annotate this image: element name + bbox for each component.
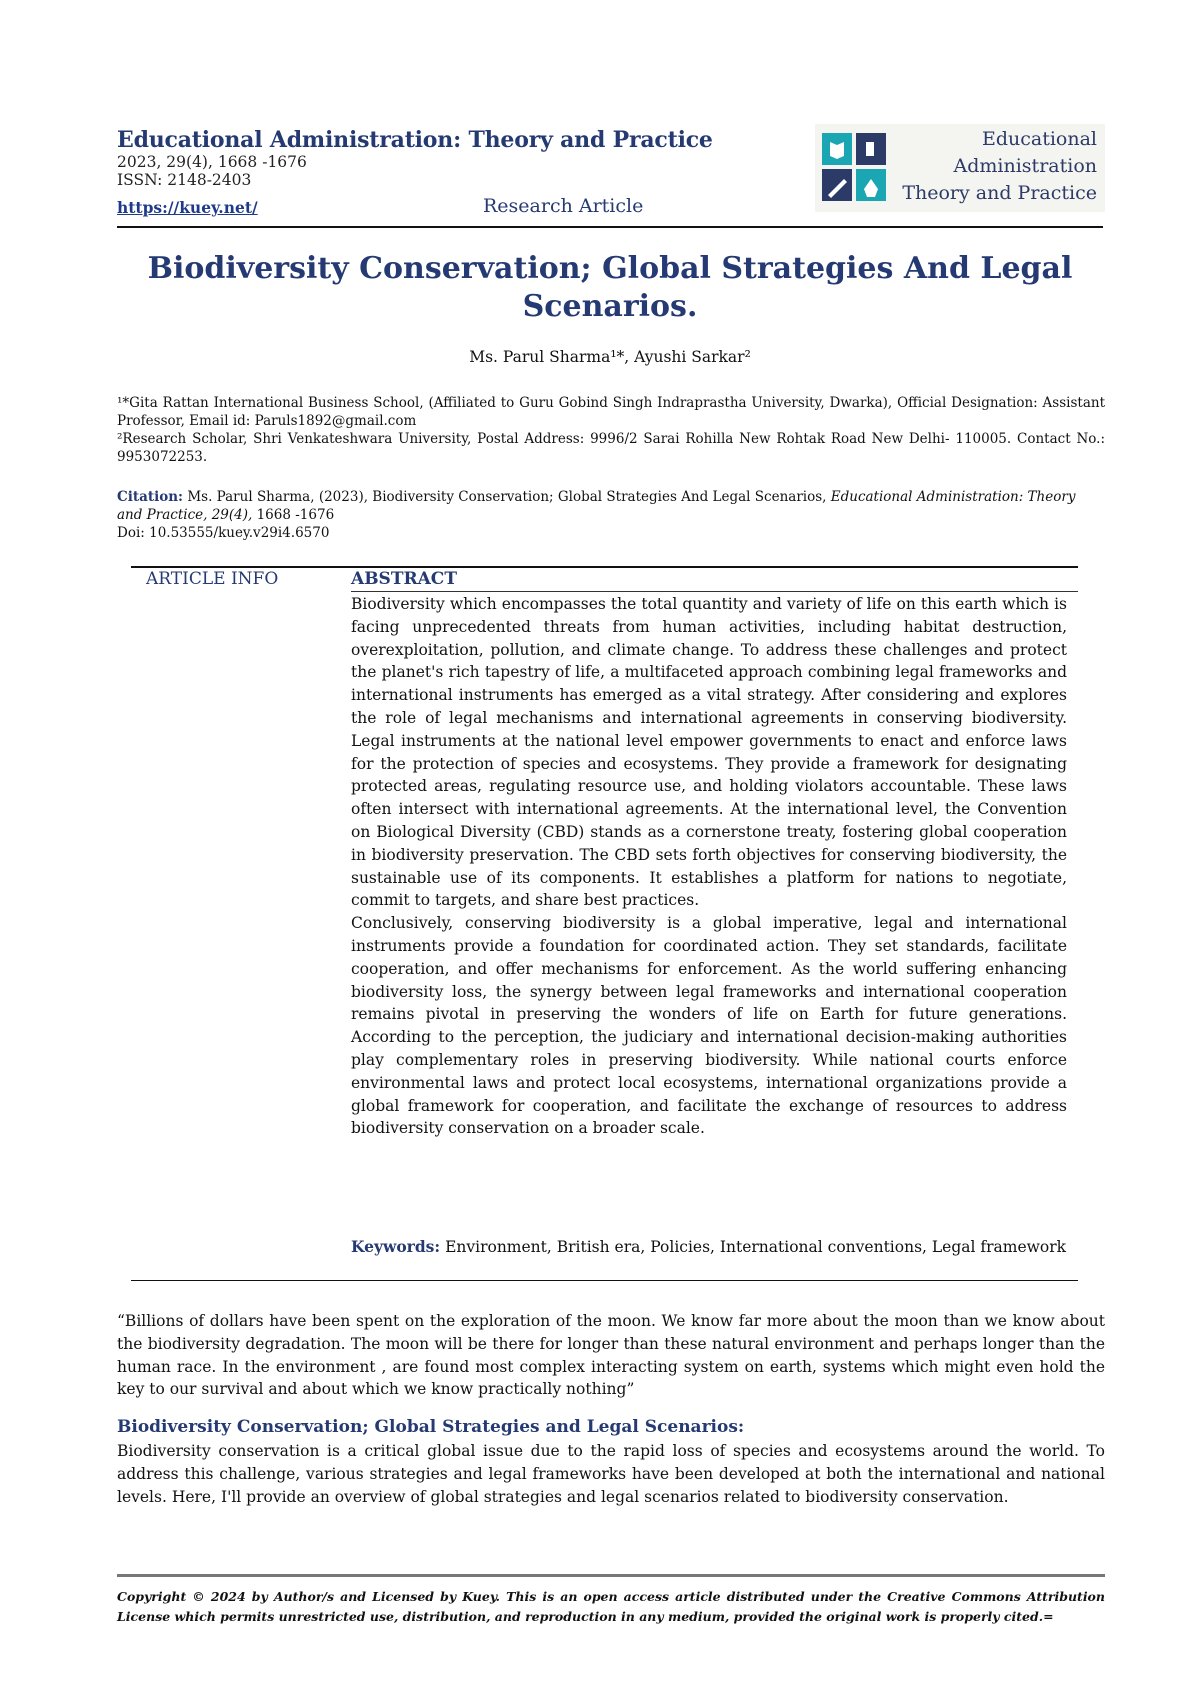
abstract-heading: ABSTRACT bbox=[351, 569, 457, 589]
epigraph-quote: “Billions of dollars have been spent on the exploration of the moon. We know far more about the moon than we know about the biodiversity degradation. The moon will be there for longer than these natural environment and perhaps longer than the human race. In the environment , are found most complex interacting system on earth, systems which might even hold the key to our survival and about which we know practically nothing” bbox=[117, 1312, 1105, 1399]
abstract-paragraph: Conclusively, conserving biodiversity is a global imperative, legal and international instruments provide a foundation for coordinated action. They set standards, facilitate cooperation, and offer mechanisms for enforcement. As the world suffering enhancing biodiversity loss, the synergy between legal frameworks and international cooperation remains pivotal in preserving the wonders of life on Earth for future generations. According to the perception, the judiciary and international decision-making authorities play complementary roles in preserving biodiversity. While national courts enforce environmental laws and protect local ecosystems, international organizations provide a global framework for cooperation, and facilitate the exchange of resources to address biodiversity conservation on a broader scale. bbox=[351, 914, 1067, 1138]
citation-pages: 1668 -1676 bbox=[252, 507, 335, 523]
journal-url-link[interactable]: https://kuey.net/ bbox=[117, 198, 258, 217]
citation-text: Ms. Parul Sharma, (2023), Biodiversity Conservation; Global Strategies And Legal Scenarios, bbox=[183, 489, 831, 505]
article-type-label: Research Article bbox=[483, 195, 644, 217]
paper-title: Biodiversity Conservation; Global Strategies And Legal Scenarios. bbox=[147, 251, 1073, 324]
body-paragraph: Biodiversity conservation is a critical global issue due to the rapid loss of species and ecosystems around the world. To address this challenge, various strategies and legal frameworks have been developed at both the international and national levels. Here, I'll provide an overview of global strategies and legal scenarios related to biodiversity conservation. bbox=[117, 1442, 1105, 1506]
table-bottom-rule bbox=[131, 1280, 1078, 1281]
authors: Ms. Parul Sharma¹*, Ayushi Sarkar² bbox=[469, 348, 751, 366]
volume-pages: 2023, 29(4), 1668 -1676 bbox=[117, 153, 307, 171]
journal-title: Educational Administration: Theory and Practice bbox=[117, 127, 713, 153]
logo-line-3: Theory and Practice bbox=[902, 182, 1097, 204]
footer-divider bbox=[117, 1574, 1105, 1577]
logo-line-2: Administration bbox=[953, 155, 1097, 177]
logo-text bbox=[897, 126, 1097, 207]
article-info-heading: ARTICLE INFO bbox=[146, 569, 279, 589]
journal-logo bbox=[815, 124, 1105, 212]
header-divider bbox=[117, 226, 1103, 228]
logo-mark-icon bbox=[822, 133, 888, 203]
table-top-rule bbox=[131, 566, 1078, 568]
logo-line-1: Educational bbox=[981, 128, 1097, 150]
section-heading: Biodiversity Conservation; Global Strategies and Legal Scenarios: bbox=[117, 1417, 745, 1437]
affiliation-2: ²Research Scholar, Shri Venkateshwara University, Postal Address: 9996/2 Sarai Rohilla New Rohtak Road New Delhi- 110005. Contact No.: 9953072253. bbox=[117, 431, 1105, 465]
copyright-notice: Copyright © 2024 by Author/s and Licensed by Kuey. This is an open access article distributed under the Creative Commons Attribution License which permits unrestricted use, distribution, and reproduction in any medium, provided the original work is properly cited.= bbox=[117, 1589, 1105, 1624]
abstract-body bbox=[351, 593, 1067, 1140]
issn: ISSN: 2148-2403 bbox=[117, 171, 252, 189]
citation-block bbox=[117, 488, 1105, 542]
keywords-label: Keywords: bbox=[351, 1237, 441, 1256]
citation-label: Citation: bbox=[117, 489, 184, 505]
citation-journal: Educational Administration: Theory and Practice, 29(4), bbox=[117, 489, 1076, 523]
affiliation-1: ¹*Gita Rattan International Business School, (Affiliated to Guru Gobind Singh Indraprastha University, Dwarka), Official Designation: Assistant Professor, Email id: Paruls1892@gmail.com bbox=[117, 395, 1105, 429]
abstract-paragraph: Biodiversity which encompasses the total quantity and variety of life on this earth which is facing unprecedented threats from human activities, including habitat destruction, overexploitation, pollution, and climate change. To address these challenges and protect the planet's rich tapestry of life, a multifaceted approach combining legal frameworks and international instruments has emerged as a vital strategy. After considering and explores the role of legal mechanisms and international agreements in conserving biodiversity. Legal instruments at the national level empower governments to enact and enforce laws for the protection of species and ecosystems. They provide a framework for designating protected areas, regulating resource use, and holding violators accountable. These laws often intersect with international agreements. At the international level, the Convention on Biological Diversity (CBD) stands as a cornerstone treaty, fostering global cooperation in biodiversity preservation. The CBD sets forth objectives for conserving biodiversity, the sustainable use of its components. It establishes a platform for nations to negotiate, commit to targets, and share best practices. bbox=[351, 595, 1067, 910]
keywords bbox=[351, 1236, 1067, 1258]
keywords-text: Environment, British era, Policies, International conventions, Legal framework bbox=[440, 1238, 1067, 1256]
abstract-heading-rule bbox=[351, 591, 1078, 592]
citation-doi: Doi: 10.53555/kuey.v29i4.6570 bbox=[117, 525, 330, 541]
